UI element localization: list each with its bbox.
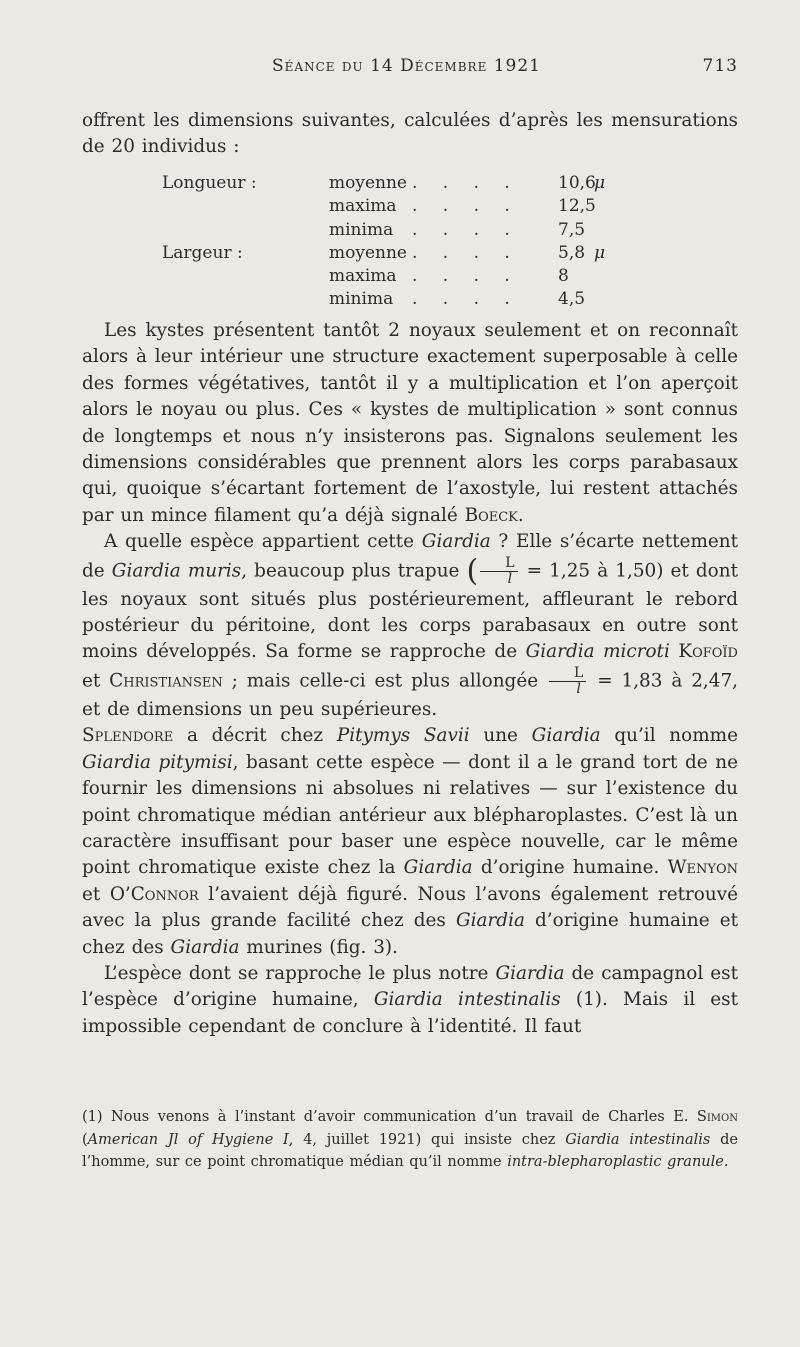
text-run: , beaucoup plus trapue bbox=[241, 560, 467, 582]
running-header bbox=[82, 56, 738, 80]
footnote-text: , 4, juillet 1921) qui insiste chez bbox=[288, 1131, 566, 1148]
measurement-value: 4,5 bbox=[558, 289, 586, 310]
text-run: l’avaient déjà figuré. Nous l’avons également retrouvé avec la plus grande facilité chez des bbox=[82, 883, 738, 932]
measurement-value: 12,5 bbox=[558, 196, 596, 217]
author-name: Wenyon bbox=[667, 857, 738, 879]
leader-dots: . . . . bbox=[412, 289, 520, 310]
leader-dots: . . . . bbox=[412, 266, 520, 287]
text-run: ; mais celle-ci est plus allongée bbox=[222, 670, 547, 692]
technical-term: intra-blepharoplastic granule bbox=[507, 1154, 724, 1171]
author-name: Splendore bbox=[82, 725, 174, 747]
measurement-row bbox=[82, 265, 738, 288]
paragraph-splendore bbox=[82, 723, 738, 961]
species-name: Giardia bbox=[403, 857, 473, 879]
species-name: Giardia bbox=[495, 962, 565, 984]
measurement-row bbox=[82, 288, 738, 311]
author-name: Boeck bbox=[464, 504, 518, 526]
text-run: a décrit chez bbox=[173, 725, 337, 747]
measurement-value: 10,6 bbox=[558, 173, 596, 193]
measurement-stat: moyenne bbox=[329, 242, 407, 263]
leader-dots: . . . . bbox=[412, 219, 520, 240]
species-name: Giardia bbox=[455, 910, 525, 932]
ratio-fraction bbox=[480, 556, 517, 587]
leader-dots: . . . . bbox=[412, 242, 520, 263]
paragraph-rapproche bbox=[82, 961, 738, 1040]
measurement-stat: maxima bbox=[329, 196, 397, 217]
measurement-value: 7,5 bbox=[558, 219, 586, 240]
fraction-denominator: l bbox=[576, 680, 581, 697]
measurement-value: 5,8 bbox=[558, 242, 586, 263]
text-run: et bbox=[82, 670, 110, 692]
measurement-unit: μ bbox=[594, 173, 606, 193]
text-run: qu’il nomme bbox=[600, 725, 738, 747]
measurement-row bbox=[82, 195, 738, 218]
running-title-date: 14 Décembre 1921 bbox=[370, 56, 541, 76]
text-run: une bbox=[469, 725, 532, 747]
text-run: ? Elle s’écarte nettement de bbox=[82, 531, 738, 582]
text-run: d’origine humaine et chez des bbox=[82, 910, 738, 958]
measurement-unit: μ bbox=[594, 242, 606, 263]
species-name: Giardia microti bbox=[525, 641, 670, 663]
paragraph-kystes bbox=[82, 318, 738, 529]
footnote bbox=[82, 1106, 738, 1174]
paragraph-espece bbox=[82, 529, 738, 723]
measurement-stat: minima bbox=[329, 219, 394, 240]
text-run: = 1,83 à 2,47, et de dimensions un peu supérieures. bbox=[82, 670, 738, 720]
measurement-row bbox=[82, 219, 738, 242]
measurement-value: 8 bbox=[558, 266, 569, 287]
measurement-row bbox=[82, 242, 738, 265]
text-run: , basant cette espèce — dont il a le grand tort de ne fournir les dimensions ni absolues ni relatives — sur l’existence du point chromatique médian antérieur aux blépharoplastes. C’est là un caractère insuffisant pour baser une espèce nouvelle, car le même point chromatique existe chez la bbox=[82, 751, 738, 879]
species-name: Giardia pitymisi bbox=[82, 751, 233, 773]
measurements-table bbox=[82, 172, 738, 312]
paragraph-text: Les kystes présentent tantôt 2 noyaux seulement et on reconnaît alors à leur intérieur une structure exactement superposable à celle des formes végétatives, tantôt il y a multiplication et l’on aperçoit alors le noyau ou plus. Ces « kystes de multiplication » sont connus de longtemps et nous n’y insisterons pas. Signalons seulement les dimensions considérables que prennent alors les corps parabasaux qui, quoique s’écartant fortement de l’axostyle, lui restent attachés par un mince filament qu’a déjà signalé bbox=[82, 320, 738, 526]
text-run: murines (fig. 3). bbox=[239, 936, 398, 958]
page-number: 713 bbox=[702, 56, 738, 76]
footnote-text: ( bbox=[82, 1131, 88, 1148]
species-name: Giardia intestinalis bbox=[373, 989, 561, 1011]
leader-dots: . . . . bbox=[412, 173, 520, 193]
text-run: de campagnol est l’espèce d’origine humaine, bbox=[82, 962, 738, 1011]
author-name: O’Connor bbox=[109, 883, 199, 905]
species-name: Giardia bbox=[531, 725, 601, 747]
journal-title: American Jl of Hygiene I bbox=[87, 1131, 289, 1148]
measurement-category: Largeur : bbox=[162, 242, 243, 263]
body-text bbox=[82, 318, 738, 1040]
species-name: Giardia muris bbox=[111, 560, 242, 582]
measurement-row bbox=[82, 172, 738, 195]
text-run: et bbox=[82, 883, 110, 905]
text-run: A quelle espèce appartient cette bbox=[104, 531, 422, 553]
open-parenthesis: ( bbox=[466, 553, 479, 589]
leader-dots: . . . . bbox=[412, 196, 520, 217]
punctuation: . bbox=[517, 504, 524, 526]
text-run: = 1,25 à 1,50) et dont les noyaux sont situés plus postérieurement, affleurant le rebord postérieur du péritoine, dont les corps parabasaux en outre sont moins développés. Sa forme se rapproche de bbox=[82, 560, 738, 663]
fraction-numerator: L bbox=[480, 556, 517, 572]
footnote-text: de l’homme, sur ce point chromatique médian qu’il nomme bbox=[82, 1131, 738, 1171]
measurement-stat: maxima bbox=[329, 266, 397, 287]
species-name: Pitymys Savii bbox=[336, 725, 470, 747]
fraction-denominator: l bbox=[507, 570, 513, 587]
author-name: Christiansen bbox=[109, 670, 223, 692]
species-name: Giardia bbox=[170, 936, 240, 958]
author-name: Simon bbox=[696, 1109, 738, 1125]
running-title bbox=[272, 56, 541, 76]
measurement-stat: moyenne bbox=[329, 173, 407, 193]
measurement-category: Longueur : bbox=[162, 173, 257, 193]
text-run: d’origine humaine. bbox=[472, 857, 668, 879]
footnote-text: (1) Nous venons à l’instant d’avoir communication d’un travail de Charles E. bbox=[82, 1109, 697, 1125]
running-title-prefix: Séance du bbox=[272, 56, 371, 76]
species-name: Giardia intestinalis bbox=[565, 1131, 711, 1148]
intro-paragraph: offrent les dimensions suivantes, calculées d’après les mensurations de 20 individus : bbox=[82, 110, 738, 158]
author-name: Kofoïd bbox=[678, 641, 738, 663]
ratio-fraction bbox=[549, 666, 586, 697]
footnote-text: . bbox=[723, 1154, 729, 1171]
fraction-numerator: L bbox=[549, 666, 586, 682]
species-name: Giardia bbox=[421, 531, 491, 553]
text-run: (1). Mais il est impossible cependant de conclure à l’identité. Il faut bbox=[82, 989, 738, 1037]
measurement-stat: minima bbox=[329, 289, 394, 310]
text-run: L’espèce dont se rapproche le plus notre bbox=[104, 962, 496, 984]
